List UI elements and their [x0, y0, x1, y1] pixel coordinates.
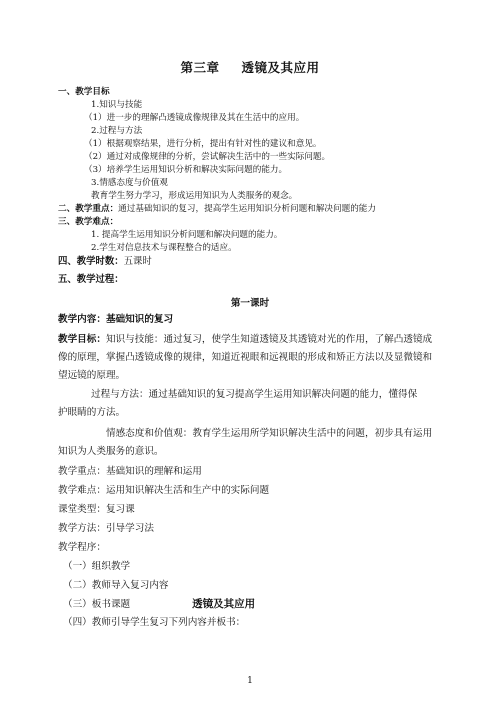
section-heading-process: 五、教学过程：	[58, 274, 124, 285]
procedure-step: （一）组织教学	[63, 561, 131, 572]
section-heading-key: 二、教学重点：	[58, 204, 119, 214]
lesson-goal-text: 知识与技能：通过复习，使学生知道透镜及其透镜对光的作用，了解凸透镜成	[105, 334, 433, 345]
lesson-content-text: 基础知识的复习	[105, 314, 174, 325]
section-heading-difficulty: 三、教学难点：	[58, 217, 119, 227]
lesson-title: 第一课时	[230, 298, 270, 309]
lesson-goal-line	[58, 333, 432, 346]
goals-line: （1）根据观察结果，进行分析，提出有针对性的建议和意见。	[84, 139, 322, 149]
lesson-attitude-line: 情感态度和价值观：教育学生运用所学知识解决生活中的问题，初步具有运用	[106, 428, 433, 439]
chapter-title	[0, 58, 500, 76]
section-heading-goals: 一、教学目标	[58, 87, 110, 97]
lesson-content-label: 教学内容：	[58, 314, 106, 325]
lesson-difficulty: 教学难点：运用知识解决生活和生产中的实际问题	[58, 485, 270, 496]
lesson-process-line: 过程与方法：通过基础知识的复习提高学生运用知识解决问题的能力，懂得保	[91, 389, 418, 400]
procedure-step-label: （三）板书课题	[63, 599, 131, 610]
lesson-type: 课堂类型：复习课	[58, 504, 135, 515]
lesson-goal-line: 望远镜的原理。	[58, 370, 126, 381]
procedure-step: （二）教师导入复习内容	[63, 580, 169, 591]
goals-line: 1.知识与技能	[91, 100, 143, 110]
difficulty-line: 2.学生对信息技术与课程整合的适应。	[91, 243, 237, 253]
goals-line: 2.过程与方法	[91, 126, 143, 136]
page-number: 1	[247, 676, 253, 686]
lesson-process-line: 护眼睛的方法。	[58, 407, 126, 418]
chapter-number: 第三章	[180, 60, 220, 75]
goals-line: （3）培养学生运用知识分析和解决实际问题的能力。	[84, 165, 288, 175]
goals-line: （2）通过对成像规律的分析，尝试解决生活中的一些实际问题。	[84, 152, 331, 162]
lesson-goal-line: 像的原理，掌握凸透镜成像的规律，知道近视眼和远视眼的形成和矫正方法以及显微镜和	[58, 352, 433, 363]
procedure-step	[63, 598, 255, 611]
lesson-content	[58, 313, 173, 326]
difficulty-line: 1. 提高学生运用知识分析问题和解决问题的能力。	[91, 230, 283, 240]
lesson-procedure: 教学程序：	[58, 542, 106, 553]
hours-text: 五课时	[123, 256, 152, 267]
section-key-points	[58, 204, 376, 215]
board-title: 透镜及其应用	[192, 598, 256, 610]
key-points-text: 通过基础知识的复习，提高学生运用知识分析问题和解决问题的能力	[118, 204, 376, 214]
section-hours	[58, 256, 152, 267]
procedure-step: （四）教师引导学生复习下列内容并板书：	[63, 617, 246, 628]
goals-line: （1）进一步的理解凸透镜成像规律及其在生活中的应用。	[84, 113, 305, 123]
lesson-method: 教学方法：引导学习法	[58, 523, 154, 534]
section-heading-hours: 四、教学时数：	[58, 256, 124, 267]
lesson-goal-label: 教学目标：	[58, 334, 106, 345]
goals-line: 3.情感态度与价值观	[91, 178, 168, 188]
chapter-name: 透镜及其应用	[241, 60, 320, 75]
goals-line: 教育学生努力学习，形成运用知识为人类服务的观念。	[91, 191, 298, 201]
lesson-attitude-line: 知识为人类服务的意识。	[58, 446, 164, 457]
lesson-key-point: 教学重点：基础知识的理解和运用	[58, 466, 202, 477]
